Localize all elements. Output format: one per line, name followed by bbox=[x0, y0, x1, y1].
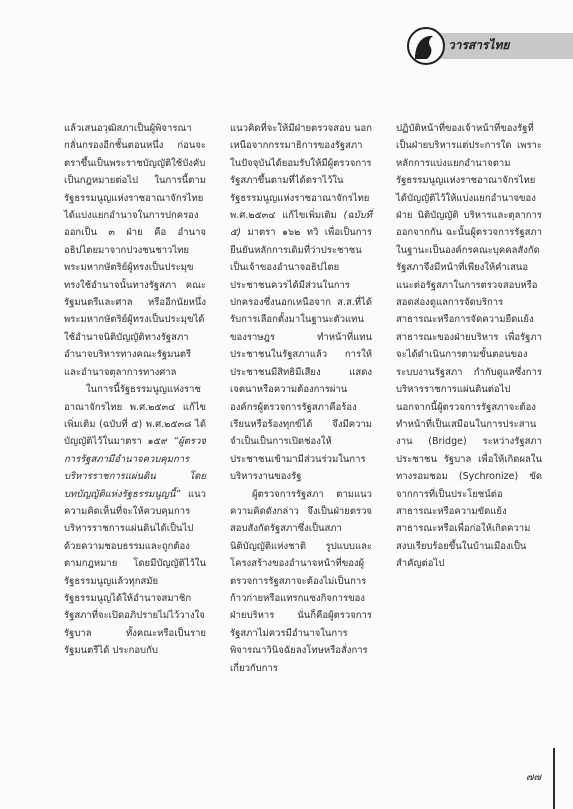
paragraph: แล้วเสนอวุฒิสภาเป็นผู้พิจารณากลั่นกรองอีกชั้นตอนหนึ่ง ก่อนจะตราขึ้นเป็นพระราชบัญญัติใช้บังคับเป็นกฎหมายต่อไป ในการนี้ตามรัฐธรรมนูญแห่งราชอาณาจักรไทย ได้แบ่งแยกอำนาจในการปกครองออกเป็น ๓ ฝ่าย คือ อำนาจอธิปไตยมาจากปวงชนชาวไทย พระมหากษัตริย์ผู้ทรงเป็นประมุขทรงใช้อำนาจนั้นทางรัฐสภา คณะรัฐมนตรีและศาล หรืออีกนัยหนึ่งพระมหากษัตริย์ผู้ทรงเป็นประมุขได้ใช้อำนาจนิติบัญญัติทางรัฐสภา อำนาจบริหารทางคณะรัฐมนตรีและอำนาจตุลาการทางศาล bbox=[64, 123, 206, 378]
quoted-clause: “ผู้ตรวจการรัฐสภามีอำนาจควบคุมการบริหารราชการแผ่นดิน โดยบทบัญญัติแห่งรัฐธรรมนูญนี้” bbox=[64, 436, 206, 500]
paragraph-text: มาตรา ๑๖๒ ทวิ เพื่อเป็นการยืนยันหลักการเดิมที่ว่าประชาชนเป็นเจ้าของอำนาจอธิปไตย ประชาชนควรได้มีส่วนในการปกครองซึ่งนอกเหนือจาก ส.ส.ที่ได้รับการเลือกตั้งมาในฐานะตัวแทนของราษฎร ทำหน้าที่แทนประชาชนในรัฐสภาแล้ว การให้ประชาชนมีสิทธิมีเสียง แสดงเจตนาหรือความต้องการผ่านองค์กรผู้ตรวจการรัฐสภาคือร้องเรียนหรือร้องทุกข์ได้ จึงมีความจำเป็นเป็นการเปิดช่องให้ประชาชนเข้ามามีส่วนร่วมในการบริหารงานของรัฐ bbox=[230, 227, 372, 483]
text-column-3 bbox=[396, 120, 542, 573]
page-number: ๗๗ bbox=[526, 772, 542, 783]
paragraph bbox=[230, 120, 372, 486]
paragraph-text: แนวคิดที่จะให้มีฝ่ายตรวจสอบ นอกเหนือจากกรรมาธิการของรัฐสภา ในปัจจุบันได้ยอมรับให้มีผู้ตรวจการรัฐสภาขึ้นตามที่ได้ตราไว้ในรัฐธรรมนูญแห่งราชอาณาจักรไทย พ.ศ.๒๕๓๔ แก้ไขเพิ่มเติม bbox=[230, 123, 372, 222]
paragraph-text: ในการนี้รัฐธรรมนูญแห่งราชอาณาจักรไทย พ.ศ.๒๕๓๔ แก้ไขเพิ่มเติม (ฉบับที่ ๕) พ.ศ.๒๕๓๘ ได้บัญญัติไว้ในมาตรา ๑๕๙ bbox=[64, 384, 206, 448]
footer-rule bbox=[553, 748, 555, 809]
journal-title: วารสารไทย bbox=[448, 38, 510, 52]
issue-note: (ฉบับที่ ๕) bbox=[230, 210, 372, 239]
text-column-2 bbox=[230, 120, 372, 677]
paragraph: ผู้ตรวจการรัฐสภา ตามแนวความคิดดังกล่าว จึงเป็นฝ่ายตรวจสอบสังกัดรัฐสภาซึ่งเป็นสภานิติบัญญัติแห่งชาติ รูปแบบและโครงสร้างของอำนาจหน้าที่ของผู้ตรวจการรัฐสภาจะต้องไม่เป็นการก้าวก่ายหรือแทรกแซงกิจการของฝ่ายบริหาร นั่นก็คือผู้ตรวจการรัฐสภาไม่ควรมีอำนาจในการพิจารณาวินิจฉัยลงโทษหรือสั่งการเกี่ยวกับการ bbox=[230, 488, 372, 674]
text-column-1 bbox=[64, 120, 206, 660]
paragraph: ปฏิบัติหน้าที่ของเจ้าหน้าที่ของรัฐที่เป็นฝ่ายบริหารแต่ประการใด เพราะหลักการแบ่งแยกอำนาจตามรัฐธรรมนูญแห่งราชอาณาจักรไทยได้บัญญัติไว้ให้แบ่งแยกอำนาจของฝ่าย นิติบัญญัติ บริหารและตุลาการออกจากกัน ฉะนั้นผู้ตรวจการรัฐสภาในฐานะเป็นองค์กรคณะบุคคลสังกัดรัฐสภาจึงมีหน้าที่เพียงให้คำเสนอแนะต่อรัฐสภาในการตรวจสอบหรือสอดส่องดูแลการจัดบริการสาธารณะหรือการจัดความยืดแย้งสาธารณะของฝ่ายบริหาร เพื่อรัฐภาจะได้ดำเนินการตามขั้นตอนของระบบงานรัฐสภา กำกับดูแลซึ่งการบริหารราชการแผ่นดินต่อไป นอกจากนี้ผู้ตรวจการรัฐสภาจะต้องทำหน้าที่เป็นเสมือนในการประสานงาน (Bridge) ระหว่างรัฐสภา ประชาชน รัฐบาล เพื่อให้เกิดผลในทางรอมชอม (Sychronize) ขัดจากการที่เป็นประโยชน์ต่อสาธารณะหรือความขัดแย้งสาธารณะหรือเพื่อก่อให้เกิดความสงบเรียบร้อยขึ้นในบ้านเมืองเป็นสำคัญต่อไป bbox=[396, 123, 542, 570]
paragraph bbox=[64, 381, 206, 660]
emblem-icon bbox=[407, 27, 445, 65]
paragraph-text: แนวความคิดเห็นที่จะให้ควบคุมการบริหารราชการแผ่นดินได้เป็นไปด้วยความชอบธรรมและถูกต้องตามกฎหมาย โดยมีบัญญัติไว้ในรัฐธรรมนูญแล้วทุกสมัย รัฐธรรมนูญได้ให้อำนาจสมาชิกรัฐสภาที่จะเปิดอภิปรายไม่ไว้วางใจรัฐบาล ทั้งคณะหรือเป็นรายรัฐมนตรีได้ ประกอบกับ bbox=[64, 488, 206, 657]
